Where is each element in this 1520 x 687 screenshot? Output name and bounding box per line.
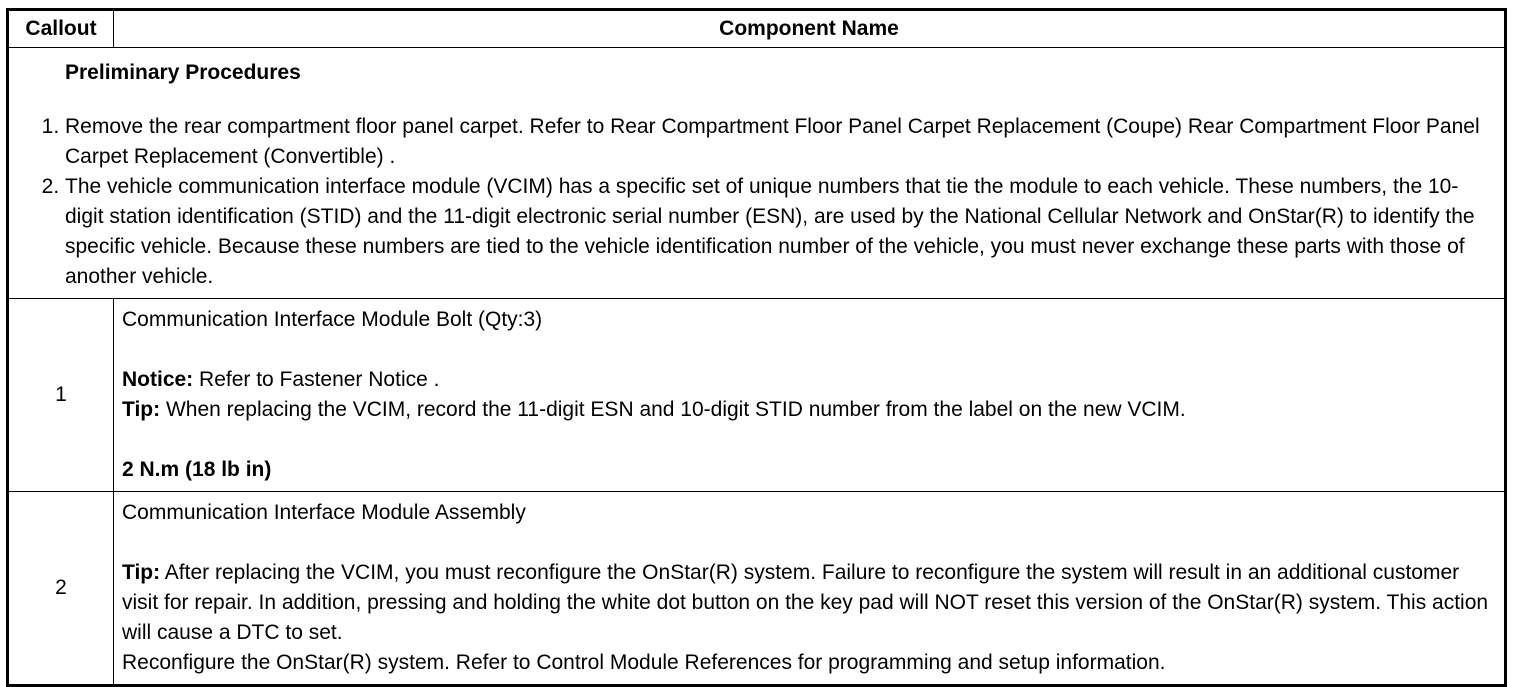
table-row (8, 299, 1506, 492)
tip-text: After replacing the VCIM, you must reconfigure the OnStar(R) system. Failure to reconfigure the system will result in an additional customer visit for repair. In addition, pressing and holding the white dot button on the key pad will NOT reset this version of the OnStar(R) system. This action will cause a DTC to set. (122, 561, 1489, 644)
callout-header: Callout (8, 10, 114, 48)
notice (122, 365, 1496, 395)
header-row (8, 10, 1506, 48)
preliminary-steps (23, 112, 1490, 292)
torque-spec: 2 N.m (18 lb in) (122, 458, 272, 481)
preliminary-title: Preliminary Procedures (65, 61, 301, 84)
tip-label: Tip: (122, 398, 161, 421)
component-cell (114, 299, 1506, 492)
tip-text: When replacing the VCIM, record the 11-digit ESN and 10-digit STID number from the label on the new VCIM. (160, 398, 1186, 421)
notice-text: Refer to Fastener Notice . (193, 368, 440, 391)
preliminary-procedures (8, 48, 1506, 299)
preliminary-row (8, 48, 1506, 299)
component-cell (114, 492, 1506, 686)
callout-number: 1 (8, 299, 114, 492)
callout-number: 2 (8, 492, 114, 686)
instruction: Reconfigure the OnStar(R) system. Refer to Control Module References for programming and setup information. (122, 651, 1166, 674)
component-name: Communication Interface Module Assembly (122, 501, 526, 524)
tip (122, 558, 1496, 648)
preliminary-step: 1. Remove the rear compartment floor panel carpet. Refer to Rear Compartment Floor Panel Carpet Replacement (Coupe) Rear Compartment Floor Panel Carpet Replacement (Convertible) . (65, 112, 1490, 172)
procedure-table (6, 8, 1507, 687)
tip-label: Tip: (122, 561, 161, 584)
preliminary-step: 2. The vehicle communication interface module (VCIM) has a specific set of unique numbers that tie the module to each vehicle. These numbers, the 10-digit station identification (STID) and the 11-digit electronic serial number (ESN), are used by the National Cellular Network and OnStar(R) to identify the specific vehicle. Because these numbers are tied to the vehicle identification number of the vehicle, you must never exchange these parts with those of another vehicle. (65, 172, 1490, 292)
tip (122, 395, 1496, 425)
component-name-header: Component Name (114, 10, 1506, 48)
notice-label: Notice: (122, 368, 194, 391)
table-row (8, 492, 1506, 686)
component-name: Communication Interface Module Bolt (Qty:3) (122, 308, 543, 331)
